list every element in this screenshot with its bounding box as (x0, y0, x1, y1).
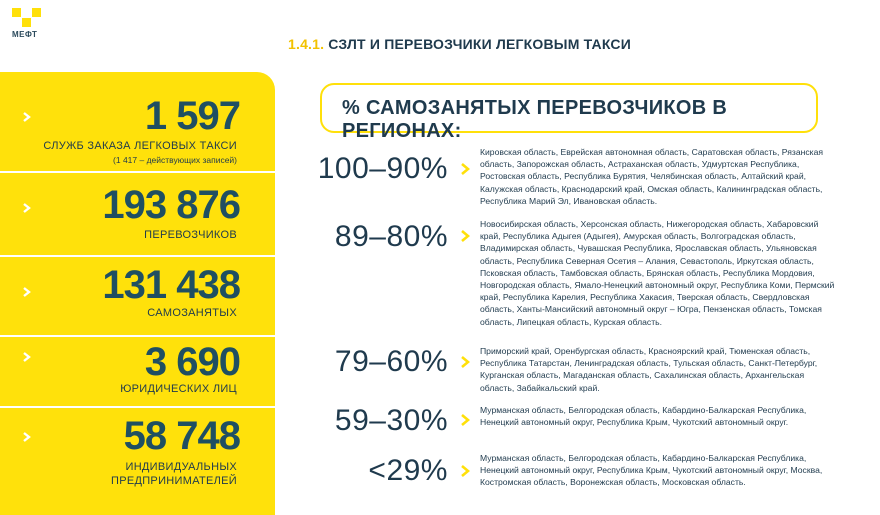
stat-entrepreneurs (0, 408, 255, 515)
stat-label-line2: ПРЕДПРИНИМАТЕЛЕЙ (111, 475, 237, 487)
arrow-right-icon (460, 230, 470, 242)
chevron-right-icon (22, 112, 32, 122)
stat-value: 1 597 (144, 94, 240, 138)
band-100-90 (300, 146, 860, 208)
stat-taxi-services (0, 72, 255, 165)
stat-value: 131 438 (102, 263, 240, 307)
stats-panel (0, 72, 275, 515)
stat-self-employed (0, 257, 255, 338)
logo-text: МЕФТ (12, 30, 38, 39)
band-regions: Мурманская область, Белгородская область, Кабардино-Балкарская Республика, Ненецкий автономный округ, Республика Крым, Чукотский автономный округ, Москва, Костромская область, Воронежская область, Московская область. (480, 453, 823, 488)
callout-title: % САМОЗАНЯТЫХ ПЕРЕВОЗЧИКОВ В РЕГИОНАХ: (342, 97, 728, 142)
band-under-29 (300, 452, 860, 502)
arrow-right-icon (460, 163, 470, 175)
band-range: 89–80% (334, 220, 448, 253)
chevron-right-icon (22, 203, 32, 213)
band-89-80 (300, 218, 860, 338)
stat-label: СЛУЖБ ЗАКАЗА ЛЕГКОВЫХ ТАКСИ (43, 140, 237, 152)
arrow-right-icon (460, 414, 470, 426)
chevron-right-icon (22, 352, 32, 362)
callout-box (320, 83, 818, 142)
band-regions: Приморский край, Оренбургская область, Красноярский край, Тюменская область, Республика Татарстан, Ленинградская область, Тульская область, Санкт-Петербург, Курганская область, Магаданская область, Сахалинская область, Архангельская область, Забайкальский край. (480, 346, 818, 393)
logo (12, 8, 42, 39)
stat-label: ПЕРЕВОЗЧИКОВ (144, 229, 237, 241)
band-range: 79–60% (334, 345, 448, 378)
band-59-30 (300, 404, 860, 444)
arrow-right-icon (460, 465, 470, 477)
section-title: СЗЛТ И ПЕРЕВОЗЧИКИ ЛЕГКОВЫМ ТАКСИ (328, 36, 631, 52)
band-regions: Новосибирская область, Херсонская область, Нижегородская область, Хабаровский край, Республика Адыгея (Адыгея), Амурская область, Волгоградская область, Владимирская область, Чувашская Республика, Ярославская область, Ульяновская область, Республика Северная Осетия – Алания, Севастополь, Иркутская область, Псковская область, Тамбовская область, Брянская область, Республика Мордовия, Новгородская область, Ямало-Ненецкий автономный округ, Республика Коми, Пермский край, Республика Карелия, Республика Хакасия, Тверская область, Свердловская область, Ханты-Мансийский автономный округ – Югра, Пензенская область, Томская область, Липецкая область, Курская область. (480, 219, 835, 327)
stat-value: 3 690 (144, 340, 240, 384)
stat-value: 58 748 (123, 414, 240, 458)
arrow-right-icon (460, 356, 470, 368)
band-range: 100–90% (317, 152, 448, 185)
logo-mark (12, 8, 42, 27)
stat-label: ЮРИДИЧЕСКИХ ЛИЦ (120, 383, 237, 395)
band-regions: Кировская область, Еврейская автономная область, Саратовская область, Рязанская область, Запорожская область, Астраханская область, Удмуртская Республика, Ростовская область, Республика Бурятия, Челябинская область, Алтайский край, Калужская область, Краснодарский край, Омская область, Калининградская область, Республика Марий Эл, Ивановская область. (480, 147, 824, 206)
stat-carriers (0, 173, 255, 254)
chevron-right-icon (22, 432, 32, 442)
stat-value: 193 876 (102, 183, 240, 227)
stat-label: САМОЗАНЯТЫХ (147, 307, 237, 319)
page-title (288, 36, 631, 52)
stat-label-line1: ИНДИВИДУАЛЬНЫХ (125, 461, 237, 473)
band-regions: Мурманская область, Белгородская область, Кабардино-Балкарская Республика, Ненецкий автономный округ, Республика Крым, Чукотский автономный округ. (480, 405, 807, 428)
band-79-60 (300, 345, 860, 395)
stat-note: (1 417 – действующих записей) (113, 155, 237, 165)
band-range: <29% (368, 454, 448, 487)
chevron-right-icon (22, 287, 32, 297)
band-range: 59–30% (334, 404, 448, 437)
section-number: 1.4.1. (288, 36, 325, 52)
